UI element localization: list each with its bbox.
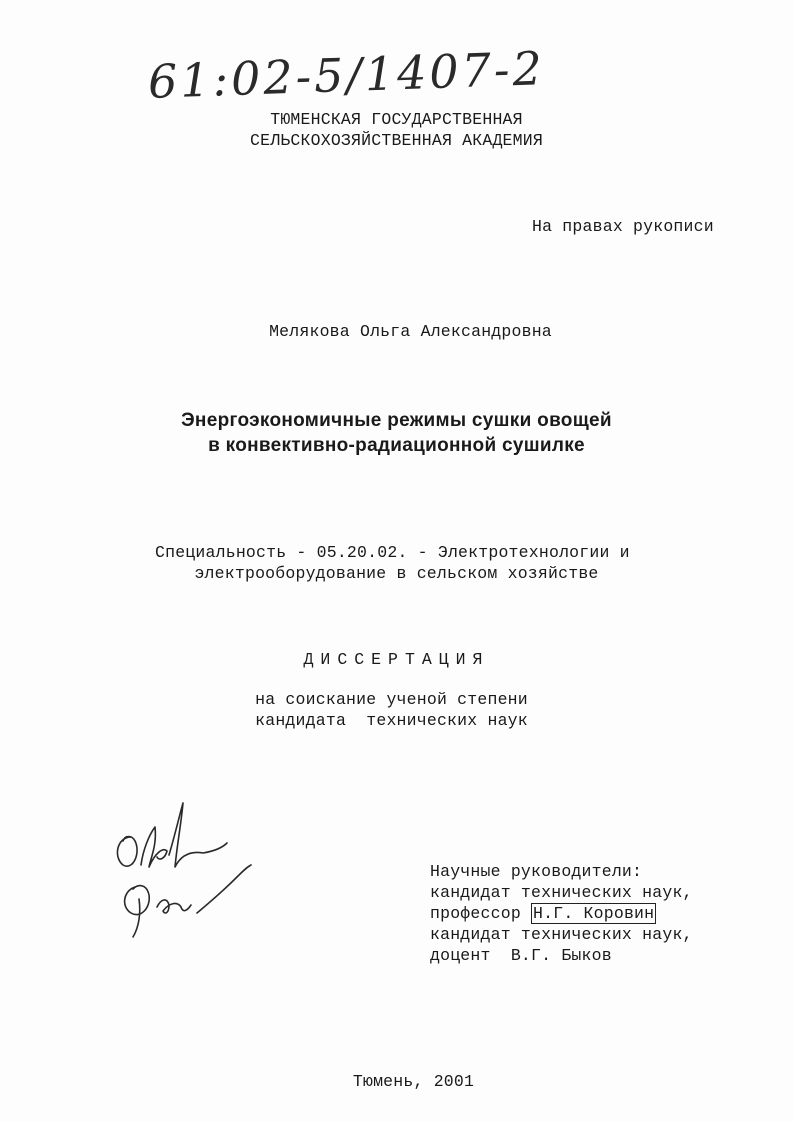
supervisor-1-title: профессор [430, 904, 532, 923]
thesis-title-line-1: Энергоэкономичные режимы сушки овощей [181, 410, 612, 431]
specialty-line-2: электрооборудование в сельском хозяйстве [194, 564, 599, 583]
archive-number-handwritten: 61:02-5/1407-2 [147, 41, 546, 109]
place-and-year: Тюмень, 2001 [352, 1072, 475, 1091]
author-name: Мелякова Ольга Александровна [269, 322, 552, 341]
institution-line-2: СЕЛЬСКОХОЗЯЙСТВЕННАЯ АКАДЕМИЯ [250, 131, 543, 150]
supervisor-1-name: Н.Г. Коровин [533, 904, 655, 923]
supervisor-2-degree: кандидат технических наук, [430, 925, 693, 944]
supervisor-2-title-name: доцент В.Г. Быков [430, 946, 612, 965]
thesis-title-line-2: в конвективно-радиационной сушилке [208, 435, 585, 456]
degree-line-1: на соискание ученой степени [255, 690, 528, 709]
signature-graphic [105, 795, 255, 945]
document-type: ДИССЕРТАЦИЯ [303, 650, 490, 669]
supervisor-1-degree: кандидат технических наук, [430, 883, 693, 902]
supervisor-1-row [430, 904, 656, 923]
manuscript-note: На правах рукописи [532, 217, 714, 236]
supervisors-heading: Научные руководители: [430, 862, 643, 881]
specialty-line-1: Специальность - 05.20.02. - Электротехнологии и [155, 543, 630, 562]
degree-line-2: кандидата технических наук [255, 711, 528, 730]
institution-line-1: ТЮМЕНСКАЯ ГОСУДАРСТВЕННАЯ [270, 110, 523, 129]
